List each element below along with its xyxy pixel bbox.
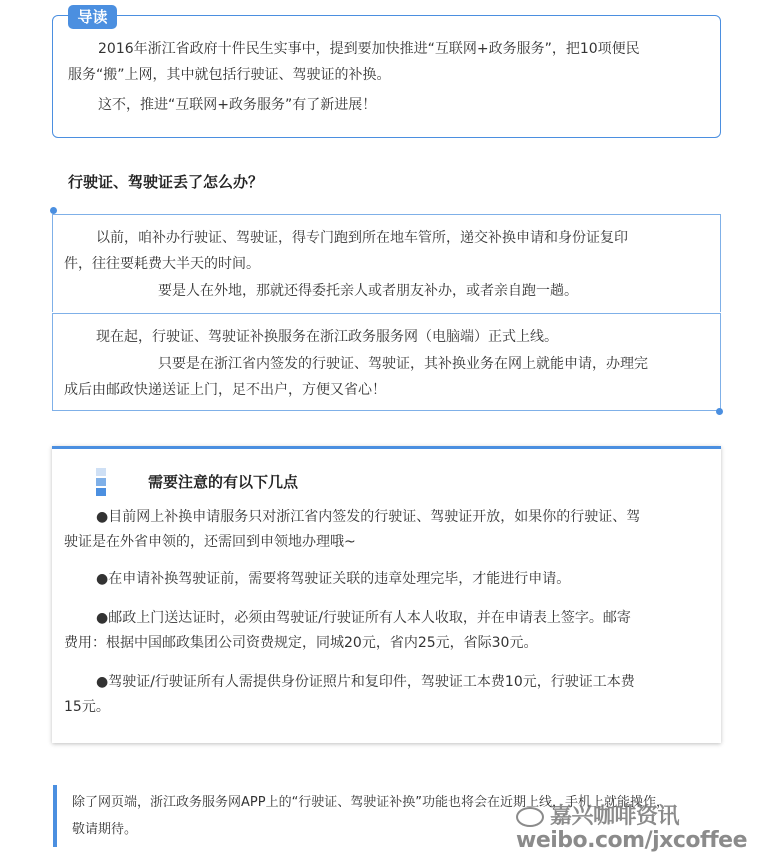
footer-accent-bar [53,785,57,847]
notes-square-icon-2 [96,478,106,486]
bottom-right-dot-icon [716,408,723,415]
intro-text-1b: 服务“搬”上网，其中就包括行驶证、驾驶证的补换。 [68,67,391,83]
intro-text-2: 这不，推进“互联网+政务服务”有了新进展！ [98,97,377,113]
note-4-line-2: 15元。 [64,699,110,715]
notes-square-icon-3 [96,488,106,496]
now-line-1: 现在起，行驶证、驾驶证补换服务在浙江政务服务网（电脑端）正式上线。 [96,329,558,345]
note-1-line-1: ●目前网上补换申请服务只对浙江省内签发的行驶证、驾驶证开放，如果你的行驶证、驾 [96,509,641,525]
watermark-name: 嘉兴咖啡资讯 [550,804,680,829]
intro-tag: 导读 [68,5,117,29]
intro-text-1a: 2016年浙江省政府十件民生实事中，提到要加快推进“互联网+政务服务”，把10项便民 [98,41,640,57]
now-line-3: 成后由邮政快递送证上门，足不出户，方便又省心！ [64,382,386,398]
note-4-line-1: ●驾驶证/行驶证所有人需提供身份证照片和复印件，驾驶证工本费10元，行驶证工本费 [96,674,635,690]
question-heading: 行驶证、驾驶证丢了怎么办？ [68,173,264,191]
now-line-2: 只要是在浙江省内签发的行驶证、驾驶证，其补换业务在网上就能申请，办理完 [158,356,648,372]
footer-line-2: 敬请期待。 [72,822,138,837]
note-2: ●在申请补换驾驶证前，需要将驾驶证关联的违章处理完毕，才能进行申请。 [96,571,571,587]
note-3-line-1: ●邮政上门送达证时，必须由驾驶证/行驶证所有人本人收取，并在申请表上签字。邮寄 [96,610,631,626]
footer-line-1: 除了网页端，浙江政务服务网APP上的“行驶证、驾驶证补换”功能也将会在近期上线，手机上就能操作， [72,795,670,810]
top-left-dot-icon [50,207,57,214]
before-line-1: 以前，咱补办行驶证、驾驶证，得专门跑到所在地车管所，递交补换申请和身份证复印 [96,230,628,246]
weibo-icon [516,807,544,827]
note-1-line-2: 驶证是在外省申领的，还需回到申领地办理哦~ [64,534,356,550]
watermark-url: weibo.com/jxcoffee [516,828,747,853]
watermark [516,805,747,853]
before-line-2: 件，往往要耗费大半天的时间。 [64,256,260,272]
before-line-3: 要是人在外地，那就还得委托亲人或者朋友补办，或者亲自跑一趟。 [158,283,578,299]
notes-square-icon-1 [96,468,106,476]
notes-title: 需要注意的有以下几点 [148,473,299,491]
watermark-name-row [516,805,747,829]
note-3-line-2: 费用：根据中国邮政集团公司资费规定，同城20元，省内25元，省际30元。 [64,635,538,651]
